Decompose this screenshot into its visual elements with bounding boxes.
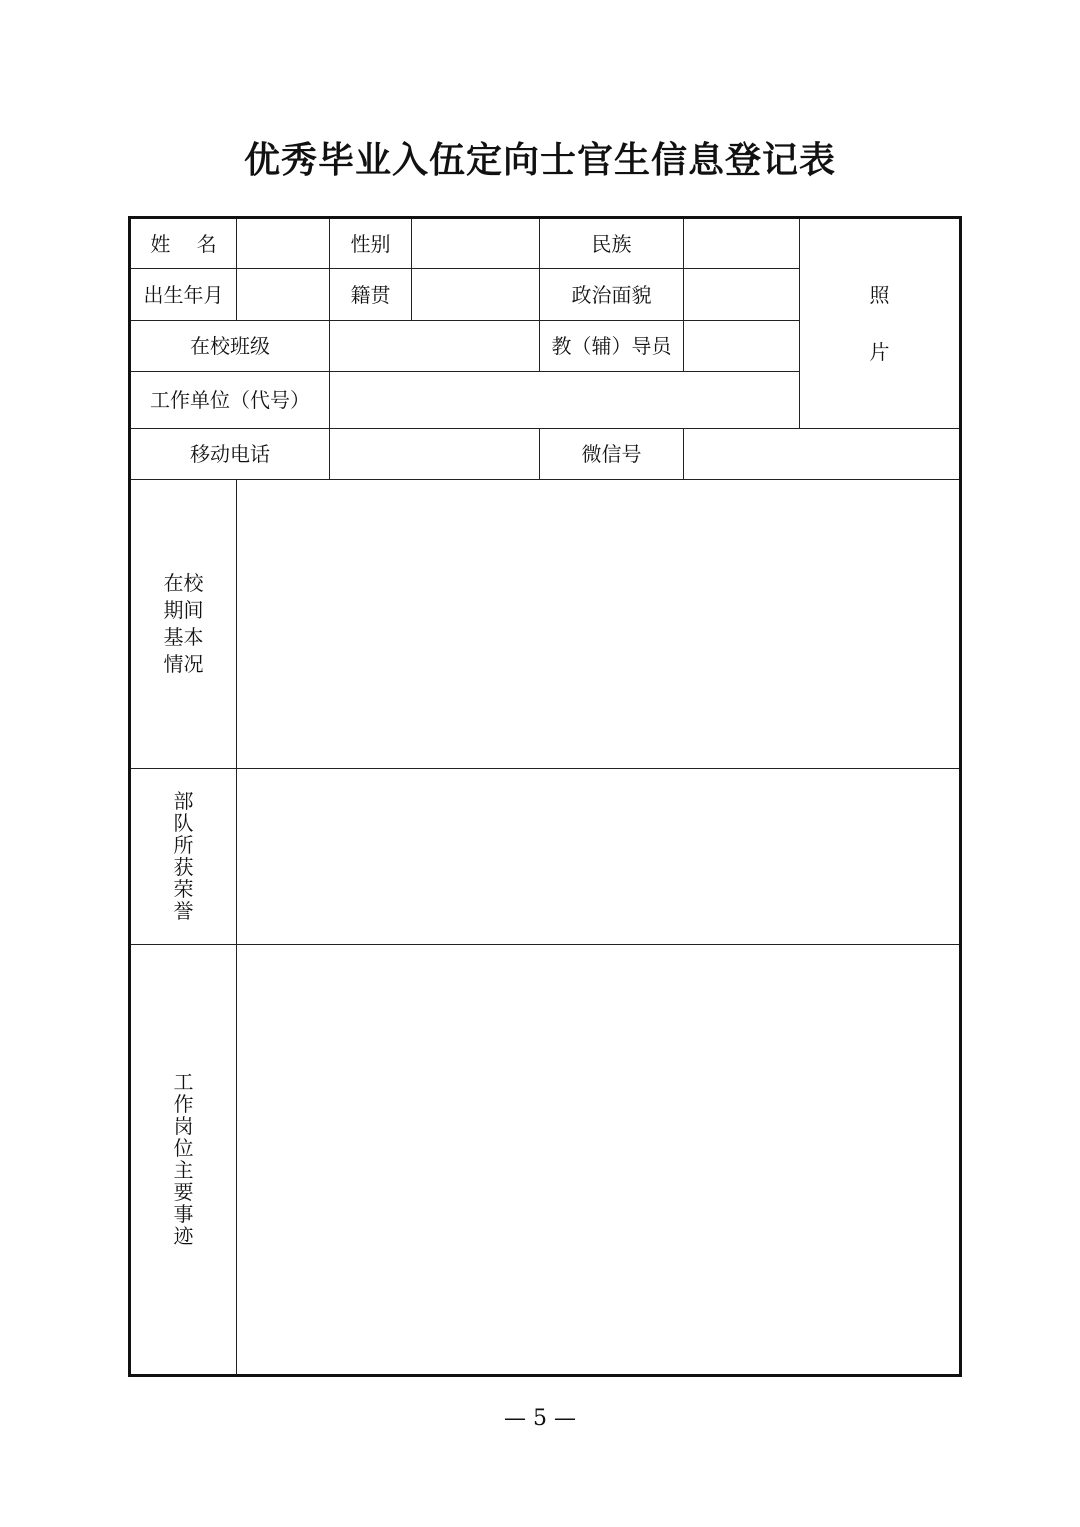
- political-status-field[interactable]: [684, 269, 800, 321]
- honors-label: 部队所获荣誉: [173, 789, 194, 923]
- photo-label-1: 照: [869, 282, 890, 307]
- counselor-label: 教（辅）导员: [540, 321, 684, 372]
- birth-label: 出生年月: [130, 269, 237, 321]
- political-status-label: 政治面貌: [540, 269, 684, 321]
- mobile-field[interactable]: [330, 429, 540, 480]
- school-info-label-line-1: 在校: [163, 571, 204, 595]
- mobile-label: 移动电话: [130, 429, 330, 480]
- native-place-field[interactable]: [412, 269, 540, 321]
- row-mobile-wechat: [130, 429, 961, 480]
- registration-form-table: [128, 216, 962, 1377]
- achievements-label: 工作岗位主要事迹: [173, 1070, 194, 1248]
- achievements-field[interactable]: [237, 945, 961, 1376]
- counselor-field[interactable]: [684, 321, 800, 372]
- school-info-label-line-4: 情况: [163, 652, 204, 676]
- ethnicity-field[interactable]: [684, 218, 800, 269]
- work-unit-label: 工作单位（代号）: [130, 372, 330, 429]
- school-info-label-line-3: 基本: [163, 625, 204, 649]
- wechat-field[interactable]: [684, 429, 961, 480]
- name-field[interactable]: [237, 218, 330, 269]
- name-label: 姓 名: [130, 218, 237, 269]
- native-place-label: 籍贯: [330, 269, 412, 321]
- row-school-info: [130, 480, 961, 769]
- honors-label-cell: [130, 769, 237, 945]
- school-info-field[interactable]: [237, 480, 961, 769]
- row-name-gender-ethnicity: [130, 218, 961, 269]
- wechat-label: 微信号: [540, 429, 684, 480]
- birth-field[interactable]: [237, 269, 330, 321]
- row-achievements: [130, 945, 961, 1376]
- ethnicity-label: 民族: [540, 218, 684, 269]
- achievements-label-cell: [130, 945, 237, 1376]
- row-honors: [130, 769, 961, 945]
- page-number: — 5 —: [504, 1406, 576, 1431]
- gender-label: 性别: [330, 218, 412, 269]
- class-label: 在校班级: [130, 321, 330, 372]
- work-unit-field[interactable]: [330, 372, 800, 429]
- gender-field[interactable]: [412, 218, 540, 269]
- photo-box[interactable]: [800, 218, 961, 429]
- form-title: 优秀毕业入伍定向士官生信息登记表: [243, 139, 836, 181]
- school-info-label: [130, 480, 237, 769]
- class-field[interactable]: [330, 321, 540, 372]
- photo-label-2: 片: [869, 339, 890, 364]
- honors-field[interactable]: [237, 769, 961, 945]
- school-info-label-line-2: 期间: [163, 598, 204, 622]
